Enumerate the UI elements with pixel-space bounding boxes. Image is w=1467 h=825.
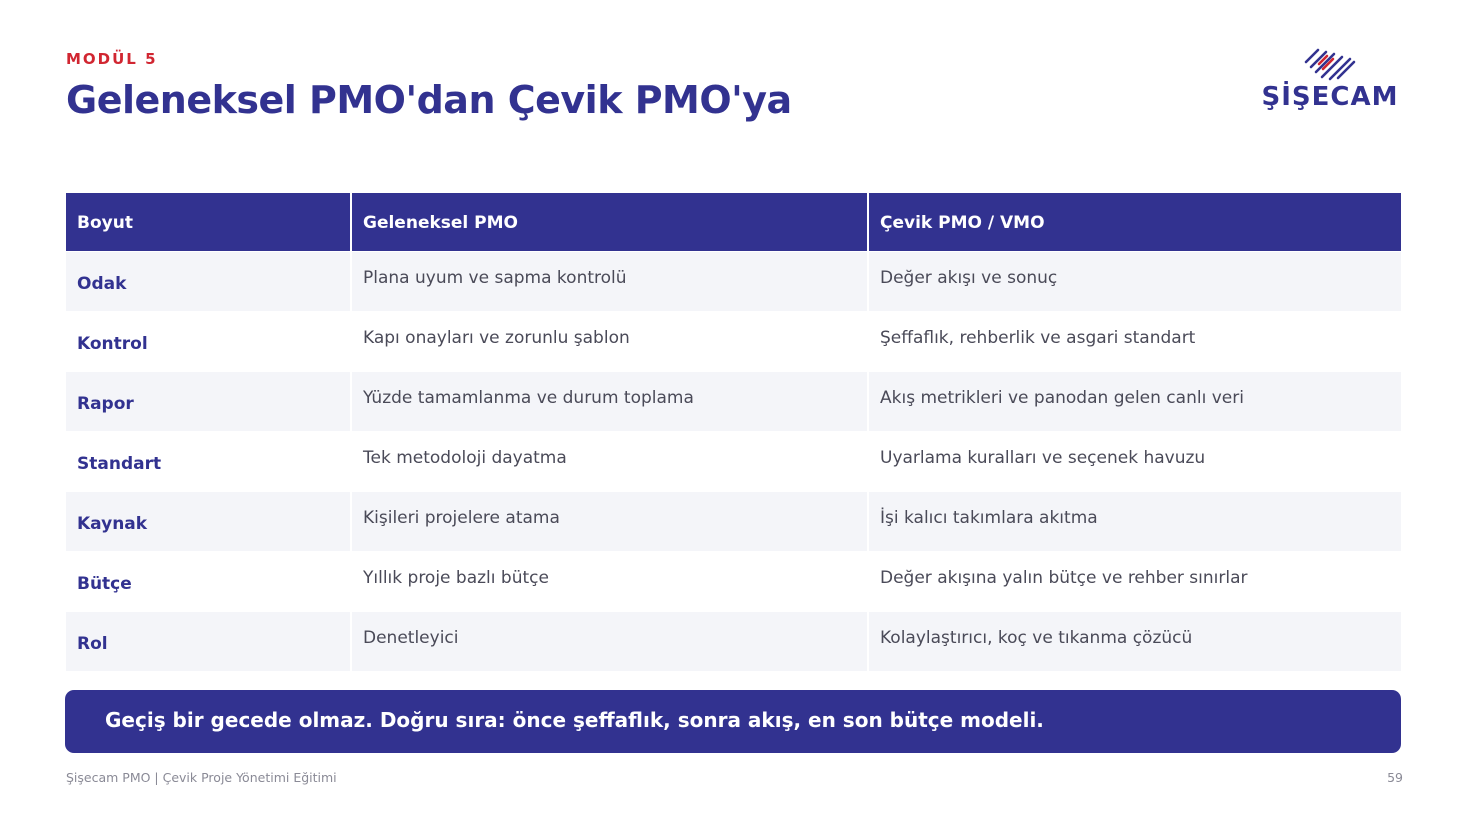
column-header-traditional: Geleneksel PMO xyxy=(352,193,867,251)
table-row xyxy=(66,252,1401,311)
row-dimension: Kontrol xyxy=(66,312,350,371)
row-dimension: Bütçe xyxy=(66,552,350,611)
traditional-value: Yıllık proje bazlı bütçe xyxy=(352,552,867,611)
traditional-value: Denetleyici xyxy=(352,612,867,671)
table-row xyxy=(66,492,1401,551)
table-header-row xyxy=(66,193,1401,251)
traditional-value: Yüzde tamamlanma ve durum toplama xyxy=(352,372,867,431)
comparison-table xyxy=(64,192,1403,672)
callout-text: Geçiş bir gecede olmaz. Doğru sıra: önce şeffaflık, sonra akış, en son bütçe modeli. xyxy=(105,708,1044,732)
agile-value: Şeffaflık, rehberlik ve asgari standart xyxy=(869,312,1401,371)
column-header-dimension: Boyut xyxy=(66,193,350,251)
agile-value: Değer akışına yalın bütçe ve rehber sınırlar xyxy=(869,552,1401,611)
agile-value: İşi kalıcı takımlara akıtma xyxy=(869,492,1401,551)
agile-value: Kolaylaştırıcı, koç ve tıkanma çözücü xyxy=(869,612,1401,671)
glass-stripes-logo-icon xyxy=(1256,44,1404,84)
row-dimension: Kaynak xyxy=(66,492,350,551)
table-row xyxy=(66,612,1401,671)
agile-value: Akış metrikleri ve panodan gelen canlı veri xyxy=(869,372,1401,431)
module-label: MODÜL 5 xyxy=(66,50,158,68)
logo-wordmark: ŞİŞECAM xyxy=(1261,82,1399,112)
footer-course-title: Şişecam PMO | Çevik Proje Yönetimi Eğitimi xyxy=(66,770,337,785)
traditional-value: Tek metodoloji dayatma xyxy=(352,432,867,491)
table-row xyxy=(66,372,1401,431)
page-number: 59 xyxy=(1387,770,1403,785)
row-dimension: Odak xyxy=(66,252,350,311)
column-header-agile: Çevik PMO / VMO xyxy=(869,193,1401,251)
traditional-value: Kişileri projelere atama xyxy=(352,492,867,551)
table-row xyxy=(66,552,1401,611)
agile-value: Uyarlama kuralları ve seçenek havuzu xyxy=(869,432,1401,491)
traditional-value: Kapı onayları ve zorunlu şablon xyxy=(352,312,867,371)
traditional-value: Plana uyum ve sapma kontrolü xyxy=(352,252,867,311)
table-row xyxy=(66,432,1401,491)
brand-logo xyxy=(1256,44,1404,116)
agile-value: Değer akışı ve sonuç xyxy=(869,252,1401,311)
callout-banner xyxy=(65,690,1401,753)
table-row xyxy=(66,312,1401,371)
row-dimension: Rol xyxy=(66,612,350,671)
page-title: Geleneksel PMO'dan Çevik PMO'ya xyxy=(66,78,792,122)
row-dimension: Standart xyxy=(66,432,350,491)
row-dimension: Rapor xyxy=(66,372,350,431)
